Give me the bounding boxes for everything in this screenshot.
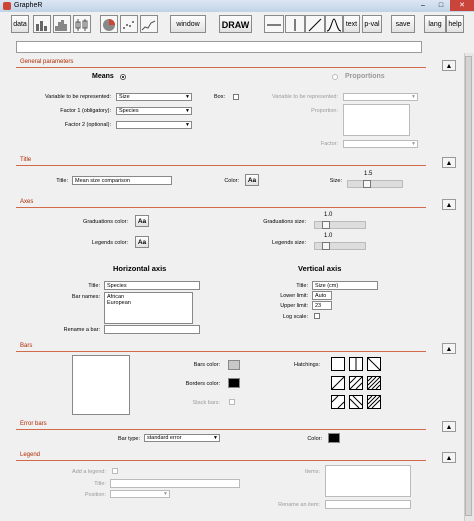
- graduations-color-label: Graduations color:: [83, 219, 128, 225]
- title-size-slider[interactable]: [347, 180, 403, 188]
- hatching-vertical-icon[interactable]: [349, 357, 363, 371]
- gaussian-icon[interactable]: [325, 15, 343, 33]
- items-list[interactable]: [325, 465, 411, 497]
- proportion-label: Proportion:: [311, 108, 338, 114]
- factor1-label: Factor 1 (obligatory):: [60, 108, 111, 114]
- hatching-double-diagonal-icon[interactable]: [349, 376, 363, 390]
- window-title: GrapheR: [14, 2, 43, 9]
- text-button[interactable]: text: [343, 15, 360, 33]
- save-button[interactable]: save: [391, 15, 415, 33]
- legends-color-label: Legends color:: [91, 240, 128, 246]
- list-item[interactable]: European: [107, 300, 131, 306]
- section-divider: [16, 429, 426, 430]
- title-color-label: Color:: [224, 178, 239, 184]
- section-divider: [16, 67, 426, 68]
- factor-right-label: Factor:: [320, 141, 338, 147]
- borders-color-swatch[interactable]: [228, 378, 240, 388]
- factor-right-select[interactable]: ▼: [343, 140, 418, 148]
- borders-color-label: Borders color:: [185, 381, 220, 387]
- slider-thumb[interactable]: [322, 242, 330, 250]
- legend-title-input[interactable]: [110, 479, 240, 488]
- histogram-icon[interactable]: [53, 15, 71, 33]
- data-button[interactable]: data: [11, 15, 29, 33]
- lower-limit-input[interactable]: Auto: [312, 291, 332, 300]
- proportions-radio[interactable]: [332, 74, 338, 80]
- rename-item-input[interactable]: [325, 500, 411, 509]
- pie-icon[interactable]: [100, 15, 118, 33]
- collapse-general-button[interactable]: ▲: [442, 60, 456, 71]
- right-variable-select[interactable]: ▼: [343, 93, 418, 101]
- list-item[interactable]: African: [107, 294, 125, 300]
- vline-icon[interactable]: [285, 15, 305, 33]
- boxplot-icon[interactable]: [73, 15, 91, 33]
- minimize-button[interactable]: –: [421, 2, 425, 9]
- horizontal-axis-heading: Horizontal axis: [113, 264, 167, 273]
- add-legend-label: Add a legend:: [72, 469, 106, 475]
- proportion-list[interactable]: [343, 104, 410, 136]
- title-input[interactable]: Mean size comparison: [72, 176, 172, 185]
- pval-button[interactable]: p-val: [362, 15, 382, 33]
- barplot-icon[interactable]: [33, 15, 51, 33]
- variable-label: Variable to be represented:: [45, 94, 111, 100]
- log-scale-label: Log scale:: [282, 314, 308, 320]
- hatching-diagonal-icon[interactable]: [367, 357, 381, 371]
- section-divider: [16, 165, 426, 166]
- h-title-label: Title:: [88, 283, 100, 289]
- collapse-bars-button[interactable]: ▲: [442, 343, 456, 354]
- draw-button[interactable]: DRAW: [219, 15, 252, 33]
- box-label: Box:: [213, 94, 225, 100]
- collapse-legend-button[interactable]: ▲: [442, 452, 456, 463]
- title-color-button[interactable]: Aa: [245, 174, 259, 186]
- graduations-color-button[interactable]: Aa: [135, 215, 149, 227]
- window-button[interactable]: window: [170, 15, 206, 33]
- rename-item-label: Rename an item:: [278, 502, 320, 508]
- right-variable-label: Variable to be represented:: [272, 94, 338, 100]
- means-label: Means: [92, 73, 114, 80]
- hatching-antidiagonal-icon[interactable]: [331, 376, 345, 390]
- close-button[interactable]: ✕: [450, 0, 474, 11]
- legends-size-slider[interactable]: [314, 242, 366, 250]
- section-title-bars: Bars: [20, 343, 33, 349]
- h-title-input[interactable]: Species: [104, 281, 200, 290]
- factor1-select[interactable]: Species ▼: [116, 107, 192, 115]
- proportions-label: Proportions: [345, 73, 385, 80]
- legend-title-label: Title:: [94, 481, 106, 487]
- maximize-button[interactable]: □: [438, 2, 444, 9]
- items-label: Items:: [305, 469, 320, 475]
- slider-thumb[interactable]: [363, 180, 371, 188]
- hatching-wide-diagonal-icon[interactable]: [349, 395, 363, 409]
- position-label: Position:: [84, 492, 106, 498]
- upper-limit-label: Upper limit:: [280, 303, 308, 309]
- error-color-swatch[interactable]: [328, 433, 340, 443]
- legends-size-label: Legends size:: [272, 240, 306, 246]
- hatching-cross-diagonal-icon[interactable]: [331, 395, 345, 409]
- section-divider: [16, 207, 426, 208]
- factor2-label: Factor 2 (optional):: [64, 122, 111, 128]
- hatching-grid-diagonal-icon[interactable]: [367, 395, 381, 409]
- title-size-value: 1.5: [364, 171, 373, 177]
- stack-bars-checkbox[interactable]: [229, 399, 235, 405]
- bars-list[interactable]: [72, 355, 130, 415]
- error-color-label: Color:: [307, 436, 322, 442]
- bar-names-label: Bar names:: [71, 294, 100, 300]
- section-title-axes: Axes: [20, 199, 34, 205]
- variable-select[interactable]: Size ▼: [116, 93, 192, 101]
- graduations-size-label: Graduations size:: [263, 219, 306, 225]
- log-scale-checkbox[interactable]: [314, 313, 320, 319]
- title-label: Title:: [56, 178, 68, 184]
- stack-bars-label: Stack bars:: [192, 400, 220, 406]
- box-checkbox[interactable]: [233, 94, 239, 100]
- collapse-error-bars-button[interactable]: ▲: [442, 421, 456, 432]
- collapse-title-button[interactable]: ▲: [442, 157, 456, 168]
- hatching-dense-diagonal-icon[interactable]: [367, 376, 381, 390]
- curve-icon[interactable]: [140, 15, 158, 33]
- upper-limit-input[interactable]: 23: [312, 301, 332, 310]
- section-title-error-bars: Error bars: [20, 421, 47, 427]
- bar-type-label: Bar type:: [117, 436, 140, 442]
- lower-limit-label: Lower limit:: [280, 293, 308, 299]
- rename-bar-input[interactable]: [104, 325, 200, 334]
- scatter-icon[interactable]: [120, 15, 138, 33]
- section-divider: [16, 351, 426, 352]
- hatchings-label: Hatchings:: [294, 362, 320, 368]
- add-legend-checkbox[interactable]: [112, 468, 118, 474]
- means-radio[interactable]: [120, 74, 126, 80]
- slider-thumb[interactable]: [322, 221, 330, 229]
- bar-type-select[interactable]: standard error ▼: [144, 434, 220, 442]
- bars-color-swatch[interactable]: [228, 360, 240, 370]
- collapse-axes-button[interactable]: ▲: [442, 199, 456, 210]
- position-select[interactable]: ▼: [110, 490, 170, 498]
- rename-bar-label: Rename a bar:: [63, 327, 100, 333]
- help-button[interactable]: help: [446, 15, 464, 33]
- bar-names-list[interactable]: [104, 292, 193, 324]
- hline-icon[interactable]: [264, 15, 284, 33]
- legends-size-value: 1.0: [324, 233, 333, 239]
- graduations-size-value: 1.0: [324, 212, 333, 218]
- v-title-label: Title:: [296, 283, 308, 289]
- section-title-title: Title: [20, 157, 32, 163]
- section-title-general: General parameters: [20, 59, 74, 65]
- lang-button[interactable]: lang: [424, 15, 446, 33]
- bars-color-label: Bars color:: [193, 362, 220, 368]
- vertical-axis-heading: Vertical axis: [298, 264, 342, 273]
- app-icon: [3, 2, 11, 10]
- section-divider: [16, 460, 426, 461]
- diagonal-line-icon[interactable]: [305, 15, 325, 33]
- title-size-label: Size:: [329, 178, 342, 184]
- v-title-input[interactable]: Size (cm): [312, 281, 378, 290]
- legends-color-button[interactable]: Aa: [135, 236, 149, 248]
- graduations-size-slider[interactable]: [314, 221, 366, 229]
- factor2-select[interactable]: ▼: [116, 121, 192, 129]
- section-title-legend: Legend: [20, 452, 41, 458]
- command-field[interactable]: [16, 41, 422, 53]
- scrollbar-thumb[interactable]: [465, 56, 472, 516]
- hatching-none-icon[interactable]: [331, 357, 345, 371]
